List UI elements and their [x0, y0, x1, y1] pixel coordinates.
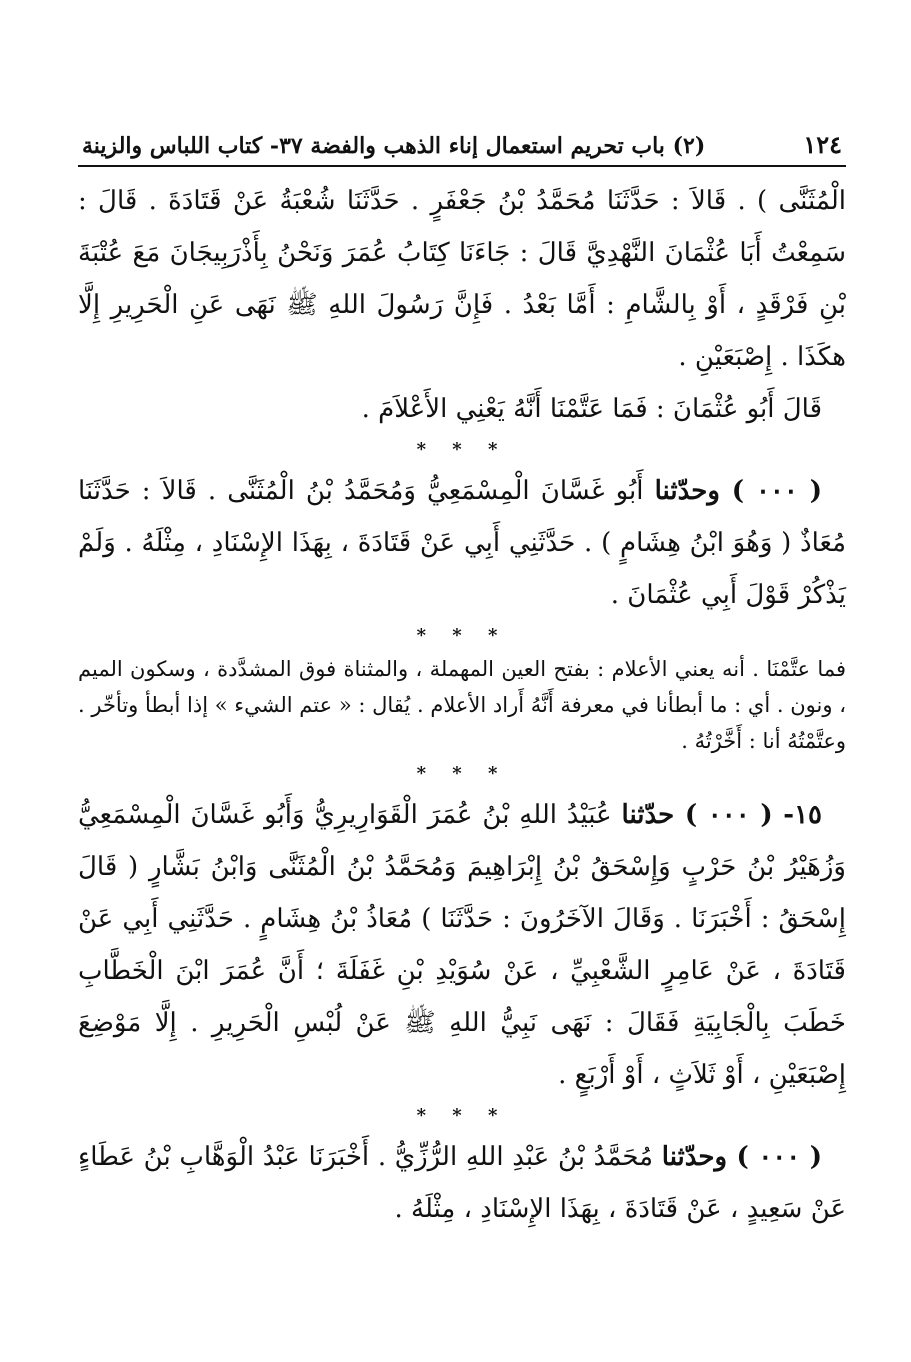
hadith-text: مُحَمَّدُ بْنُ عَبْدِ اللهِ الرُّزِّيُّ . أَخْبَرَنَا عَبْدُ الْوَهَّابِ بْنُ عَطَاءٍ عَنْ سَعِيدٍ ، عَنْ قَتَادَةَ ، بِهَذَا الإِسْنَادِ ، مِثْلَهُ .: [78, 1142, 846, 1224]
hadith-text: عُبَيْدُ اللهِ بْنُ عُمَرَ الْقَوَارِيرِيُّ وَأَبُو غَسَّانَ الْمِسْمَعِيُّ وَزُهَيْرُ بْنُ حَرْبٍ وَإِسْحَقُ بْنُ إِبْرَاهِيمَ وَمُحَمَّدُ بْنُ الْمُثَنَّى وَابْنُ بَشَّارٍ ( قَالَ إِسْحَقُ : أَخْبَرَنَا . وَقَالَ الآخَرُونَ : حَدَّثَنَا ) مُعَاذُ بْنُ هِشَامٍ . حَدَّثَنِي أَبِي عَنْ قَتَادَةَ ، عَنْ عَامِرٍ الشَّعْبِيِّ ، عَنْ سُوَيْدِ بْنِ غَفَلَةَ ؛ أَنَّ عُمَرَ ابْنَ الْخَطَّابِ خَطَبَ بِالْجَابِيَةِ فَقَالَ : نَهَى نَبِيُّ اللهِ ﷺ عَنْ لُبْسِ الْحَرِيرِ . إِلَّا مَوْضِعَ إِصْبَعَيْنِ ، أَوْ ثَلاَثٍ ، أَوْ أَرْبَعٍ .: [78, 800, 846, 1090]
hadith-block-1: [78, 175, 846, 435]
section-separator: * * *: [416, 625, 508, 646]
hadith-number: ( ٠٠٠ ) وحدّثنا: [661, 1142, 823, 1172]
section-separator: * * *: [416, 763, 508, 784]
abu-uthman-quote: قَالَ أَبُو عُثْمَانَ : فَمَا عَتَّمْنَا أَنَّهُ يَعْنِي الأَعْلاَمَ .: [361, 394, 822, 424]
hadith-block-2: [78, 465, 846, 621]
hadith-number: ١٥- ( ٠٠٠ ) حدّثنا: [621, 800, 822, 830]
hadith-text: أَبُو غَسَّانَ الْمِسْمَعِيُّ وَمُحَمَّدُ بْنُ الْمُثَنَّى . قَالاَ : حَدَّثَنَا مُعَاذٌ ( وَهُوَ ابْنُ هِشَامٍ ) . حَدَّثَنِي أَبِي عَنْ قَتَادَةَ ، بِهَذَا الإِسْنَادِ ، مِثْلَهُ . وَلَمْ يَذْكُرْ قَوْلَ أَبِي عُثْمَانَ .: [78, 476, 846, 610]
page-number: ١٢٤: [803, 130, 842, 159]
hadith-block-3: [78, 789, 846, 1101]
section-separator: * * *: [416, 439, 508, 460]
commentary-block: [78, 651, 846, 759]
book-page: [78, 130, 846, 1235]
hadith-block-4: [78, 1131, 846, 1235]
page-header: [78, 130, 846, 167]
section-separator: * * *: [416, 1105, 508, 1126]
hadith-text: الْمُثَنَّى ) . قَالاَ : حَدَّثَنَا مُحَمَّدُ بْنُ جَعْفَرٍ . حَدَّثَنَا شُعْبَةُ عَنْ قَتَادَةَ . قَالَ : سَمِعْتُ أَبَا عُثْمَانَ النَّهْدِيَّ قَالَ : جَاءَنَا كِتَابُ عُمَرَ وَنَحْنُ بِأَذْرَبِيجَانَ مَعَ عُتْبَةَ بْنِ فَرْقَدٍ ، أَوْ بِالشَّامِ : أَمَّا بَعْدُ . فَإِنَّ رَسُولَ اللهِ ﷺ نَهَى عَنِ الْحَرِيرِ إِلَّا هكَذَا . إِصْبَعَيْنِ .: [78, 186, 846, 372]
hadith-number: ( ٠٠٠ ) وحدّثنا: [654, 476, 823, 506]
commentary-text: فما عتَّمْنَا . أنه يعني الأعلام : بفتح العين المهملة ، والمثناة فوق المشدَّدة ، وسكون الميم ، ونون . أي : ما أبطأنا في معرفة أَنَّهُ أَراد الأعلام . يُقال : « عتم الشيء » إذا أبطأ وتأخّر . وعتَّمْتُهُ أنا : أَخَّرْتُهُ .: [78, 657, 846, 753]
running-title: (٢) باب تحريم استعمال إناء الذهب والفضة ٣٧- كتاب اللباس والزينة: [82, 133, 706, 159]
